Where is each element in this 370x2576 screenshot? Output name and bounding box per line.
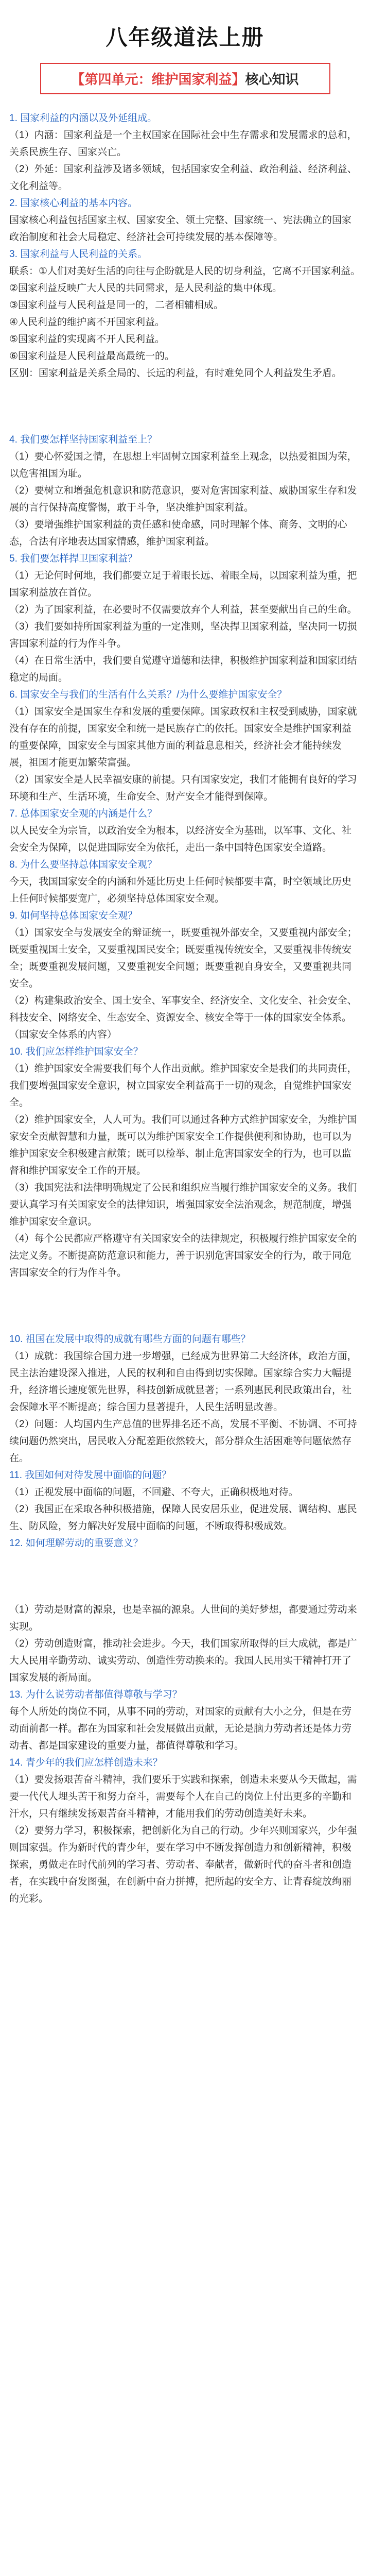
- answer-paragraph: （3）我们要如持所国家利益为重的一定准则，坚决捍卫国家利益，坚决同一切损害国家利益的行为作斗争。: [9, 621, 357, 649]
- page-title: 八年级道法上册: [105, 25, 265, 49]
- answer-paragraph: （1）正视发展中面临的问题，不回避、不夸大，正确积极地对待。: [9, 1487, 298, 1498]
- answer-paragraph: （1）内涵：国家利益是一个主权国家在国际社会中生存需求和发展需求的总和，关系民族生存、国家兴亡。: [9, 130, 357, 158]
- question-heading: 10. 我们应怎样维护国家安全？: [9, 1046, 143, 1057]
- answer-paragraph: （3）我国宪法和法律明确规定了公民和组织应当履行维护国家安全的义务。我们要认真学习有关国家安全的法律知识，增强国家安全法治观念，规范制度，增强维护国家安全意识。: [9, 1182, 357, 1227]
- answer-paragraph: （1）成就：我国综合国力进一步增强，已经成为世界第二大经济体，政治方面，民主法治建设深入推进，人民的权利和自由得到切实保障。国家综合实力大幅提升，经济增长速度领先世界，科技创新成就显著；一系列惠民利民政策出台，社会保障水平不断提高；综合国力显著提升，人民生活明显改善。: [9, 1351, 357, 1413]
- answer-paragraph: 联系：①人们对美好生活的向往与企盼就是人民的切身利益，它离不开国家利益。: [9, 266, 361, 277]
- answer-paragraph: （1）维护国家安全需要我们每个人作出贡献。维护国家安全是我们的共同责任，我们要增强国家安全意识，树立国家安全利益高于一切的观念，自觉维护国家安全。: [9, 1063, 357, 1108]
- answer-paragraph: 区别：国家利益是关系全局的、长远的利益，有时难免同个人利益发生矛盾。: [9, 368, 342, 379]
- bracket-close: 】: [232, 72, 245, 87]
- question-heading: 12. 如何理解劳动的重要意义？: [9, 1538, 143, 1549]
- answer-paragraph: ⑥国家利益是人民利益最高最统一的。: [9, 351, 175, 362]
- answer-paragraph: （2）为了国家利益，在必要时不仅需要放弃个人利益，甚至要献出自己的生命。: [9, 604, 357, 615]
- subtitle-tail: 核心知识: [245, 72, 299, 87]
- answer-paragraph: （2）维护国家安全，人人可为。我们可以通过各种方式维护国家安全，为维护国家安全贡献智慧和力量，既可以为维护国家安全工作提供便利和协助，也可以为维护国家安全积极建言献策；既可以检举、制止危害国家安全的行为，也可以监督和维护国家安全工作的开展。: [9, 1114, 357, 1176]
- question-heading: 1. 国家利益的内涵以及外延组成。: [9, 113, 157, 124]
- answer-paragraph: （4）在日常生活中，我们要自觉遵守道德和法律，积极维护国家利益和国家团结稳定的局面。: [9, 655, 357, 683]
- bracket-open: 【: [71, 72, 85, 87]
- answer-paragraph: （2）我国正在采取各种积极措施，保障人民安居乐业，促进发展、调结构、惠民生、防风险，努力解决好发展中面临的问题，不断取得积极成效。: [9, 1504, 357, 1532]
- section-1: [9, 110, 361, 382]
- answer-paragraph: ③国家利益与人民利益是同一的，二者相辅相成。: [9, 300, 224, 311]
- answer-paragraph: （4）每个公民都应严格遵守有关国家安全的法律规定，积极履行维护国家安全的法定义务。不断提高防范意识和能力，善于识别危害国家安全的行为，敢于同危害国家安全的行为作斗争。: [9, 1233, 357, 1278]
- answer-paragraph: （1）要发扬艰苦奋斗精神，我们要乐于实践和探索，创造未来要从今天做起，需要一代代人埋头苦干和努力奋斗，需要每个人在自己的岗位上付出更多的辛勤和汗水，只有继续发扬艰苦奋斗精神，才能用我们的劳动创造美好未来。: [9, 1774, 357, 1819]
- answer-paragraph: 每个人所处的岗位不同，从事不同的劳动，对国家的贡献有大小之分，但是在劳动面前都一样。都在为国家和社会发展做出贡献，无论是脑力劳动者还是体力劳动者、都是国家建设的重要力量，都值得尊敬和学习。: [9, 1706, 352, 1751]
- answer-paragraph: （2）劳动创造财富，推动社会进步。今天，我们国家所取得的巨大成就，都是广大人民用辛勤劳动、诚实劳动、创造性劳动换来的。我国人民用实干精神打开了国家发展的新局面。: [9, 1638, 357, 1683]
- answer-paragraph: ②国家利益反映广大人民的共同需求，是人民利益的集中体现。: [9, 283, 283, 294]
- answer-paragraph: （2）构建集政治安全、国土安全、军事安全、经济安全、文化安全、社会安全、科技安全、网络安全、生态安全、资源安全、核安全等于一体的国家安全体系。（国家安全体系的内容）: [9, 995, 357, 1040]
- answer-paragraph: 今天，我国国家安全的内涵和外延比历史上任何时候都要丰富，时空领域比历史上任何时候都要宽广，必须坚持总体国家安全观。: [9, 876, 352, 904]
- unit-subtitle: [40, 63, 330, 94]
- answer-paragraph: ④人民利益的维护离不开国家利益。: [9, 317, 165, 328]
- document-page: [0, 21, 370, 2576]
- section-2: [9, 431, 361, 1281]
- spacer: [9, 382, 361, 431]
- section-4: [9, 1601, 361, 1907]
- question-heading: 10. 祖国在发展中取得的成就有哪些方面的问题有哪些？: [9, 1334, 251, 1345]
- answer-paragraph: （1）国家安全与发展安全的辩证统一，既要重视外部安全，又要重视内部安全；既要重视国土安全，又要重视国民安全；既要重视传统安全，又要重视非传统安全；既要重视发展问题，又要重视安全问题；既要重视自身安全，又要重视共同安全。: [9, 927, 357, 989]
- answer-paragraph: （1）劳动是财富的源泉，也是幸福的源泉。人世间的美好梦想，都要通过劳动来实现。: [9, 1604, 357, 1632]
- question-heading: 11. 我国如何对待发展中面临的问题？: [9, 1470, 172, 1481]
- question-heading: 7. 总体国家安全观的内涵是什么？: [9, 808, 157, 819]
- spacer: [9, 1281, 361, 1331]
- question-heading: 3. 国家利益与人民利益的关系。: [9, 249, 148, 260]
- answer-paragraph: 以人民安全为宗旨，以政治安全为根本，以经济安全为基础，以军事、文化、社会安全为保障，以促进国际安全为依托，走出一条中国特色国家安全道路。: [9, 825, 352, 853]
- question-heading: 8. 为什么要坚持总体国家安全观？: [9, 859, 157, 870]
- answer-paragraph: （2）要努力学习，积极探索，把创新化为自己的行动。少年兴则国家兴，少年强则国家强。作为新时代的青少年，要在学习中不断发挥创造力和创新精神，积极探索，勇做走在时代前列的学习者、劳动者、奉献者，做新时代的奋斗者和创造者，在实践中奋发图强，在创新中奋力拼搏，把所起的安全方、让青春绽放绚丽的光彩。: [9, 1825, 357, 1904]
- question-heading: 2. 国家核心利益的基本内容。: [9, 198, 138, 209]
- answer-paragraph: （1）国家安全是国家生存和发展的重要保障。国家政权和主权受到威胁，国家就没有存在的前提，国家安全和统一是民族存亡的依托。国家安全是维护国家利益的重要保障，国家安全与国家其他方面的利益息息相关，经济社会才能持续发展，祖国才能更加繁荣富强。: [9, 706, 357, 768]
- answer-paragraph: （2）要树立和增强危机意识和防范意识，要对危害国家利益、威胁国家生存和发展的言行保持高度警惕，敢于斗争，坚决维护国家利益。: [9, 485, 357, 513]
- spacer: [9, 1552, 361, 1601]
- answer-paragraph: （2）外延：国家利益涉及诸多领域，包括国家安全利益、政治利益、经济利益、文化利益等。: [9, 164, 357, 192]
- answer-paragraph: 国家核心利益包括国家主权、国家安全、领土完整、国家统一、宪法确立的国家政治制度和社会大局稳定、经济社会可持续发展的基本保障等。: [9, 215, 352, 243]
- answer-paragraph: （1）无论何时何地，我们都要立足于着眼长远、着眼全局，以国家利益为重，把国家利益放在首位。: [9, 570, 357, 598]
- question-heading: 9. 如何坚持总体国家安全观？: [9, 910, 138, 921]
- answer-paragraph: （3）要增强维护国家利益的责任感和使命感，同时理解个体、商务、文明的心态，合法有序地表达国家情感，维护国家利益。: [9, 519, 347, 547]
- question-heading: 4. 我们要怎样坚持国家利益至上？: [9, 434, 157, 445]
- question-heading: 14. 青少年的我们应怎样创造未来？: [9, 1757, 163, 1768]
- answer-paragraph: （2）问题：人均国内生产总值的世界排名还不高，发展不平衡、不协调、不可持续问题仍然突出，居民收入分配差距依然较大，部分群众生活困难等问题依然存在。: [9, 1419, 357, 1464]
- section-3: [9, 1331, 361, 1552]
- question-heading: 6. 国家安全与我们的生活有什么关系？/为什么要维护国家安全？: [9, 689, 287, 700]
- answer-paragraph: （1）要心怀爱国之情，在思想上牢固树立国家利益至上观念，以热爱祖国为荣，以危害祖国为耻。: [9, 451, 357, 479]
- answer-paragraph: （2）国家安全是人民幸福安康的前提。只有国家安定，我们才能拥有良好的学习环境和生产、生活环境，生命安全、财产安全才能得到保障。: [9, 774, 357, 802]
- answer-paragraph: ⑤国家利益的实现离不开人民利益。: [9, 334, 165, 345]
- question-heading: 5. 我们要怎样捍卫国家利益？: [9, 553, 138, 564]
- unit-name: 第四单元：维护国家利益: [84, 72, 232, 87]
- content: [9, 110, 361, 1907]
- question-heading: 13. 为什么说劳动者都值得尊敬与学习？: [9, 1689, 182, 1700]
